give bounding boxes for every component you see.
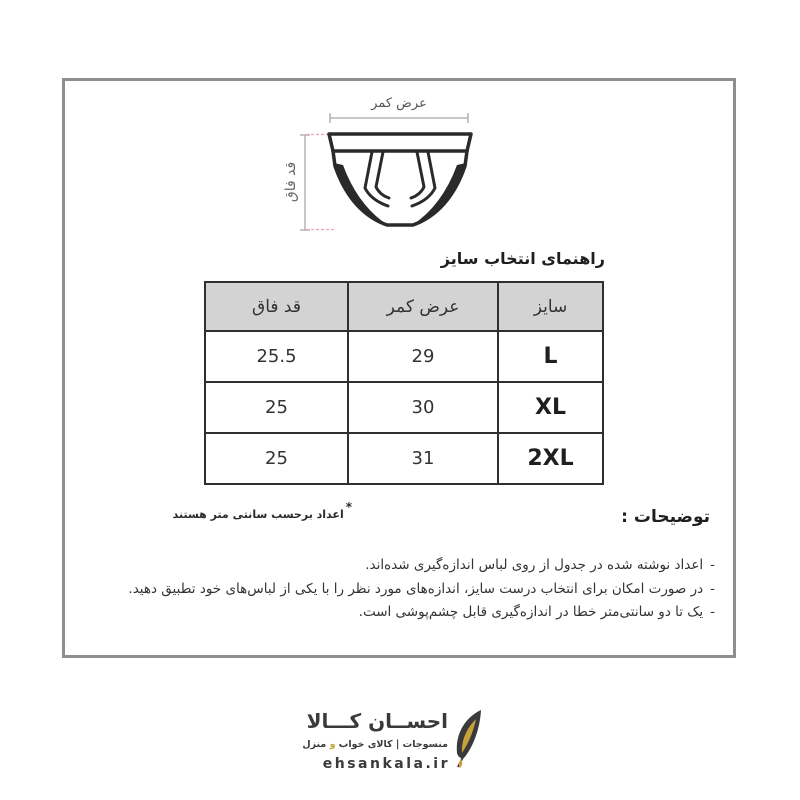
bullet-marker: - xyxy=(710,557,715,573)
page-title: راهنمای انتخاب سایز xyxy=(440,249,605,268)
table-row xyxy=(205,433,603,484)
table-header-row xyxy=(205,282,603,331)
brand-tagline xyxy=(302,739,448,751)
waist-width-label: عرض کمر xyxy=(371,96,427,111)
rise-value: 25.5 xyxy=(205,331,348,382)
waist-width-value: 30 xyxy=(348,382,498,433)
tagline-text-end: منزل xyxy=(302,739,327,750)
bullet-marker: - xyxy=(710,604,715,620)
briefs-outline-icon xyxy=(270,90,480,240)
header-rise: قد فاق xyxy=(205,282,348,331)
waist-width-value: 31 xyxy=(348,433,498,484)
waistband xyxy=(329,134,471,151)
size-value: 2XL xyxy=(498,433,603,484)
list-item xyxy=(128,578,715,602)
footnote-text: اعداد برحسب سانتی متر هستند xyxy=(172,508,344,521)
rise-value: 25 xyxy=(205,433,348,484)
size-table xyxy=(204,281,604,485)
rise-height-label: قد فاق xyxy=(283,161,299,203)
left-front-seam-inner xyxy=(376,152,389,198)
tagline-conjunction: و xyxy=(329,739,336,750)
note-text: اعداد نوشته شده در جدول از روی لباس اندازه‌گیری شده‌اند. xyxy=(365,557,704,573)
brand-name: احســان کـــالا xyxy=(306,709,448,733)
footnote-asterisk: * xyxy=(345,500,352,514)
table-row xyxy=(205,382,603,433)
header-size: سایز xyxy=(498,282,603,331)
rise-value: 25 xyxy=(205,382,348,433)
tagline-text: منسوجات | کالای خواب xyxy=(338,739,448,750)
brand-website: ehsankala.ir xyxy=(322,756,450,772)
note-text: در صورت امکان برای انتخاب درست سایز، اندازه‌های مورد نظر را با یکی از لباس‌های خود تطبیق دهید. xyxy=(128,580,704,597)
waist-width-measure-line xyxy=(330,113,468,123)
list-item xyxy=(128,554,715,578)
bullet-marker: - xyxy=(710,580,715,597)
notes-list xyxy=(128,554,715,625)
quill-feather-icon xyxy=(451,709,485,769)
note-text: یک تا دو سانتی‌متر خطا در اندازه‌گیری قابل چشم‌پوشی است. xyxy=(358,604,704,620)
table-row xyxy=(205,331,603,382)
header-waist-width: عرض کمر xyxy=(348,282,498,331)
briefs-drawing xyxy=(329,134,471,225)
waist-width-value: 29 xyxy=(348,331,498,382)
units-footnote xyxy=(173,500,352,522)
rise-height-measure-line xyxy=(300,135,310,230)
right-front-seam-inner xyxy=(411,152,424,198)
size-value: L xyxy=(498,331,603,382)
list-item xyxy=(128,601,715,625)
size-value: XL xyxy=(498,382,603,433)
notes-heading: توضیحات : xyxy=(621,507,710,527)
